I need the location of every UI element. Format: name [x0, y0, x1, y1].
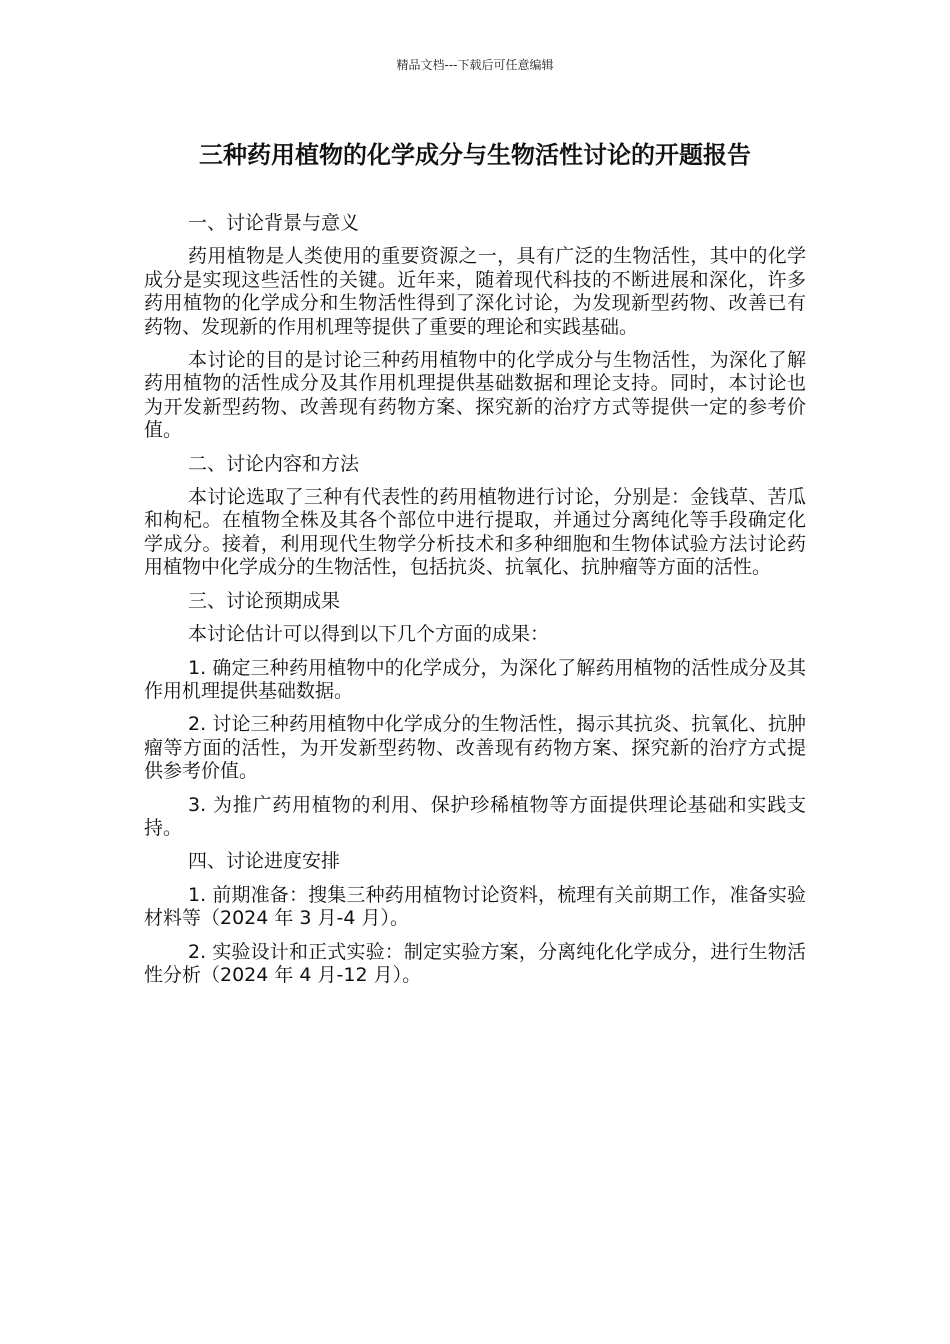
section-3-item-1: 1. 确定三种药用植物中的化学成分，为深化了解药用植物的活性成分及其作用机理提供基础数据。: [144, 656, 806, 702]
section-4-heading: 四、讨论进度安排: [188, 850, 341, 873]
section-1-paragraph-1: 药用植物是人类使用的重要资源之一，具有广泛的生物活性，其中的化学成分是实现这些活性的关键。近年来，随着现代科技的不断进展和深化，许多药用植物的化学成分和生物活性得到了深化讨论，为发现新型药物、改善已有药物、发现新的作用机理等提供了重要的理论和实践基础。: [144, 245, 806, 338]
section-4-item-1: 1. 前期准备：搜集三种药用植物讨论资料，梳理有关前期工作，准备实验材料等（2024 年 3 月-4 月）。: [144, 883, 806, 930]
section-1-paragraph-2: 本讨论的目的是讨论三种药用植物中的化学成分与生物活性，为深化了解药用植物的活性成分及其作用机理提供基础数据和理论支持。同时，本讨论也为开发新型药物、改善现有药物方案、探究新的治疗方式等提供一定的参考价值。: [144, 349, 806, 442]
section-2-heading: 二、讨论内容和方法: [188, 452, 360, 475]
page-header-note: 精品文档---下载后可任意编辑: [396, 58, 554, 72]
section-1-heading: 一、讨论背景与意义: [188, 212, 360, 234]
section-3-item-3: 3. 为推广药用植物的利用、保护珍稀植物等方面提供理论基础和实践支持。: [144, 793, 806, 839]
section-3-intro: 本讨论估计可以得到以下几个方面的成果：: [188, 623, 550, 646]
section-3-item-2: 2. 讨论三种药用植物中化学成分的生物活性，揭示其抗炎、抗氧化、抗肿瘤等方面的活性，为开发新型药物、改善现有药物方案、探究新的治疗方式提供参考价值。: [144, 713, 806, 783]
document-body: [144, 212, 806, 997]
section-3-heading: 三、讨论预期成果: [188, 589, 341, 612]
section-2-paragraph-1: 本讨论选取了三种有代表性的药用植物进行讨论，分别是：金钱草、苦瓜和枸杞。在植物全株及其各个部位中进行提取，并通过分离纯化等手段确定化学成分。接着，利用现代生物学分析技术和多种细胞和生物体试验方法讨论药用植物中化学成分的生物活性，包括抗炎、抗氧化、抗肿瘤等方面的活性。: [144, 486, 806, 579]
section-4-item-2: 2. 实验设计和正式实验：制定实验方案，分离纯化化学成分，进行生物活性分析（2024 年 4 月-12 月）。: [144, 940, 806, 986]
document-title: 三种药用植物的化学成分与生物活性讨论的开题报告: [199, 141, 751, 169]
